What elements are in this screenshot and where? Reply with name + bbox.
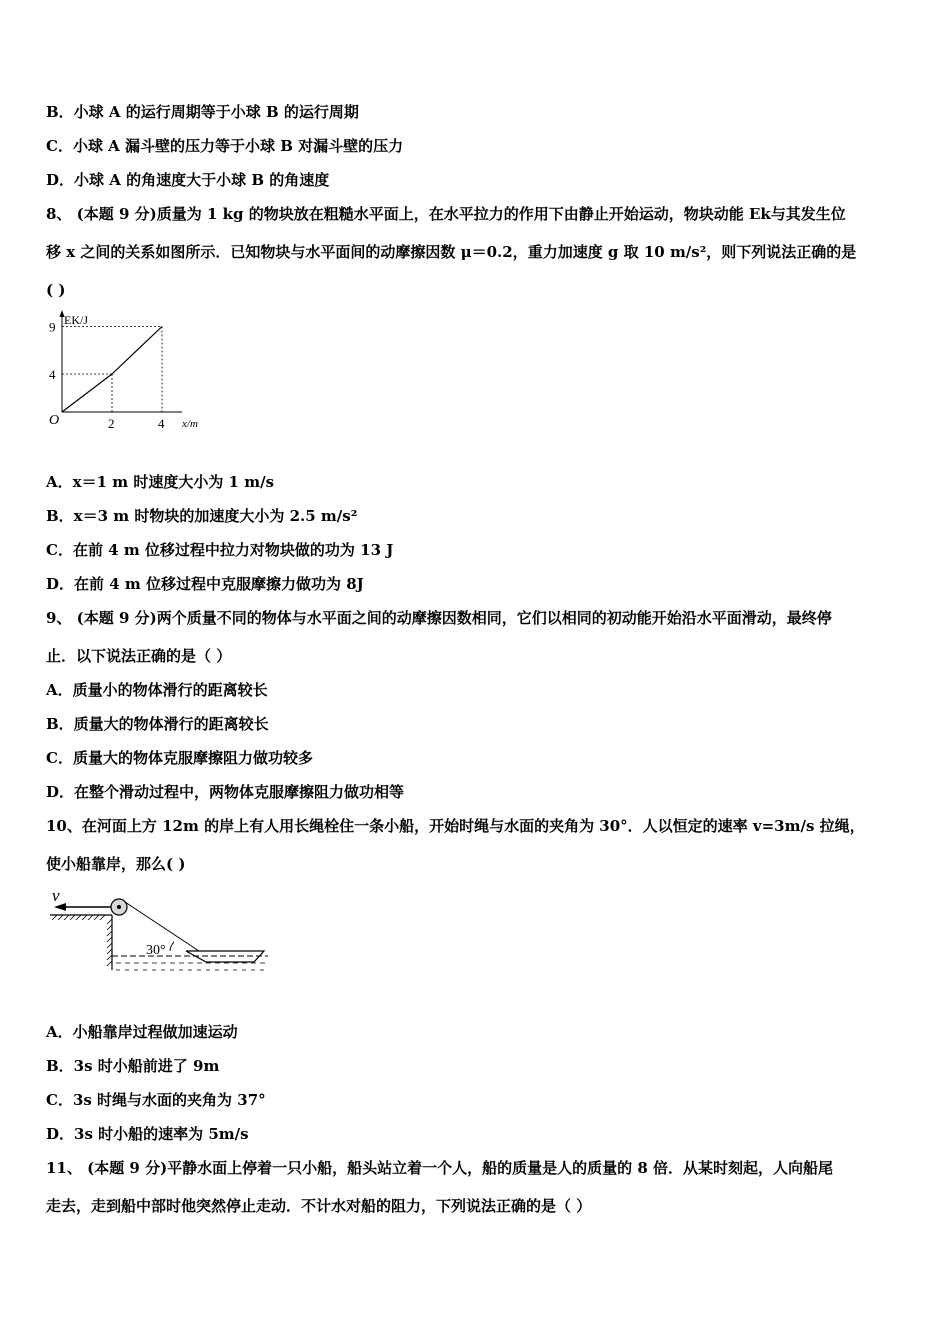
q8-option-b: B．x＝3 m 时物块的加速度大小为 2.5 m/s² bbox=[46, 507, 358, 525]
q9-option-c: C．质量大的物体克服摩擦阻力做功较多 bbox=[46, 749, 313, 767]
q8-stem-line2: 移 x 之间的关系如图所示．已知物块与水平面间的动摩擦因数 μ＝0.2，重力加速度 g 取 10 m/s²，则下列说法正确的是 bbox=[46, 243, 857, 261]
q8-option-d: D．在前 4 m 位移过程中克服摩擦力做功为 8J bbox=[46, 575, 364, 593]
q10-stem-line2: 使小船靠岸，那么( ) bbox=[46, 855, 186, 873]
q8-stem-line3: ( ) bbox=[46, 281, 66, 299]
ek-segment-2 bbox=[112, 327, 162, 375]
y-tick-4: 4 bbox=[49, 367, 56, 382]
rope bbox=[125, 902, 208, 957]
q9-option-a: A．质量小的物体滑行的距离较长 bbox=[46, 681, 268, 699]
q9-stem-line2: 止．以下说法正确的是（ ） bbox=[46, 647, 232, 665]
bank-hatch bbox=[52, 915, 105, 920]
q8-option-a: A．x＝1 m 时速度大小为 1 m/s bbox=[46, 473, 275, 491]
q9-stem-line1: 9、 (本题 9 分)两个质量不同的物体与水平面之间的动摩擦因数相同，它们以相同的初动能开始沿水平面滑动，最终停 bbox=[46, 609, 832, 627]
q10-option-d: D．3s 时小船的速率为 5m/s bbox=[46, 1125, 249, 1143]
q9-option-d: D．在整个滑动过程中，两物体克服摩擦阻力做功相等 bbox=[46, 783, 405, 801]
q7-option-c: C．小球 A 漏斗壁的压力等于小球 B 对漏斗壁的压力 bbox=[46, 137, 404, 155]
x-axis-label: x/m bbox=[182, 418, 198, 430]
q7-option-d: D．小球 A 的角速度大于小球 B 的角速度 bbox=[46, 171, 330, 189]
q11-stem-line1: 11、 (本题 9 分)平静水面上停着一只小船，船头站立着一个人，船的质量是人的质量的 8 倍．从某时刻起，人向船尾 bbox=[46, 1159, 834, 1177]
q7-option-b: B．小球 A 的运行周期等于小球 B 的运行周期 bbox=[46, 103, 359, 121]
ek-segment-1 bbox=[62, 374, 112, 412]
x-tick-4: 4 bbox=[158, 416, 165, 431]
y-axis-label: EK/J bbox=[64, 313, 88, 327]
ek-x-chart bbox=[44, 306, 214, 432]
q10-stem-line1: 10、在河面上方 12m 的岸上有人用长绳栓住一条小船，开始时绳与水面的夹角为 30°．人以恒定的速率 v=3m/s 拉绳， bbox=[46, 817, 865, 835]
q9-option-b: B．质量大的物体滑行的距离较长 bbox=[46, 715, 269, 733]
y-tick-9: 9 bbox=[49, 319, 56, 335]
angle-label: 30° bbox=[146, 943, 166, 958]
q10-option-b: B．3s 时小船前进了 9m bbox=[46, 1057, 220, 1075]
q10-option-a: A．小船靠岸过程做加速运动 bbox=[46, 1023, 238, 1041]
wall-hatch bbox=[107, 919, 112, 966]
q8-stem-line1: 8、 (本题 9 分)质量为 1 kg 的物块放在粗糙水平面上，在水平拉力的作用下由静止开始运动，物块动能 Ek与其发生位 bbox=[46, 205, 846, 223]
q11-stem-line2: 走去，走到船中部时他突然停止走动．不计水对船的阻力，下列说法正确的是（ ） bbox=[46, 1197, 592, 1215]
q10-option-c: C．3s 时绳与水面的夹角为 37° bbox=[46, 1091, 266, 1109]
x-tick-2: 2 bbox=[108, 416, 115, 431]
angle-arc bbox=[170, 942, 174, 951]
origin-label: O bbox=[49, 413, 60, 428]
pulley-axle bbox=[117, 905, 121, 909]
velocity-label: v bbox=[52, 886, 60, 905]
q8-option-c: C．在前 4 m 位移过程中拉力对物块做的功为 13 J bbox=[46, 541, 394, 559]
q8-ek-graph bbox=[44, 306, 214, 432]
q10-boat-figure bbox=[46, 884, 272, 980]
boat-pulley-diagram bbox=[46, 884, 272, 980]
